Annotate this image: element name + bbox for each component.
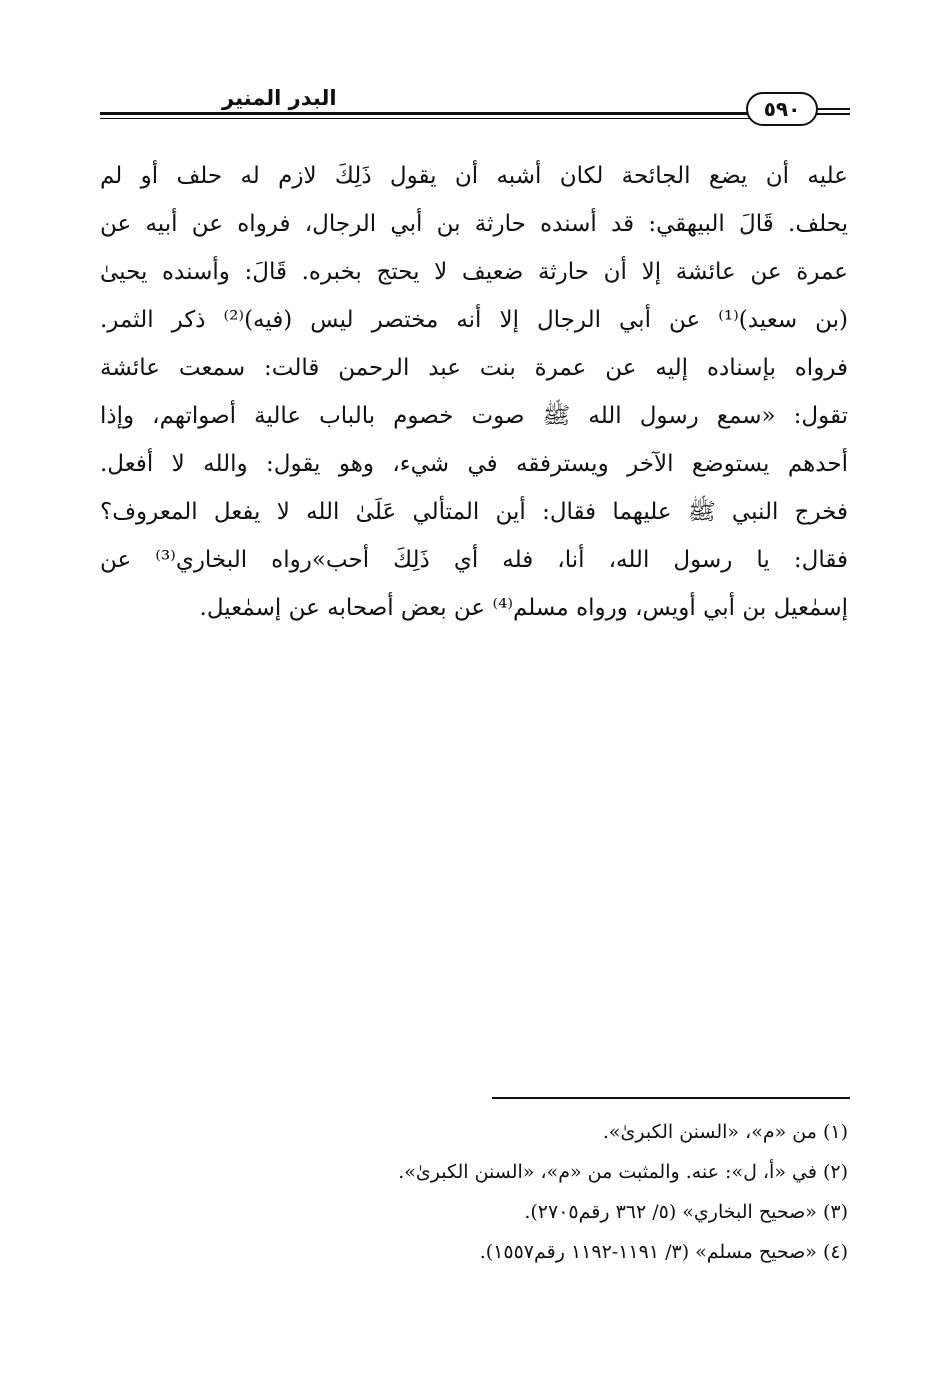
footnote-4: (٤) «صحيح مسلم» (٣/ ١١٩١-١١٩٢ رقم١٥٥٧).	[479, 1241, 848, 1263]
footnote-separator	[492, 1097, 850, 1099]
header-rule-thin	[100, 118, 750, 119]
text-line: (بن سعيد)⁽¹⁾ عن أبي الرجال إلا أنه مختصر ليس (فيه)⁽²⁾ ذكر الثمر.	[100, 307, 848, 333]
footnote-1: (١) من «م»، «السنن الكبرىٰ».	[602, 1121, 848, 1143]
main-text	[100, 152, 848, 632]
text-line: يحلف. قَالَ البيهقي: قد أسنده حارثة بن أبي الرجال، فرواه عن أبيه عن	[100, 211, 848, 237]
text-line: إسمٰعيل بن أبي أويس، ورواه مسلم⁽⁴⁾ عن بعض أصحابه عن إسمٰعيل.	[199, 595, 848, 621]
text-line: تقول: «سمع رسول الله ﷺ صوت خصوم بالباب عالية أصواتهم، وإذا	[100, 403, 848, 429]
header-rule-thick	[100, 112, 750, 115]
text-line: فقال: يا رسول الله، أنا، فله أي ذَلِكَ أحب»رواه البخاري⁽³⁾ عن	[100, 547, 848, 573]
header-rule-right-bottom	[812, 113, 850, 115]
text-line: فخرج النبي ﷺ عليهما فقال: أين المتألي عَلَىٰ الله لا يفعل المعروف؟	[100, 499, 848, 525]
text-line: أحدهم يستوضع الآخر ويسترفقه في شيء، وهو يقول: والله لا أفعل.	[100, 451, 848, 477]
page-number: ٥٩٠	[746, 92, 818, 126]
text-line: عمرة عن عائشة إلا أن حارثة ضعيف لا يحتج بخبره. قَالَ: وأسنده يحيىٰ	[100, 259, 848, 285]
text-line: عليه أن يضع الجائحة لكان أشبه أن يقول ذَلِكَ لازم له حلف أو لم	[100, 163, 848, 189]
footnote-2: (٢) في «أ، ل»: عنه. والمثبت من «م»، «السنن الكبرىٰ».	[398, 1161, 848, 1183]
text-line: فرواه بإسناده إليه عن عمرة بنت عبد الرحمن قالت: سمعت عائشة	[100, 355, 848, 381]
running-header	[100, 82, 850, 128]
footnotes	[300, 1112, 848, 1272]
footnote-3: (٣) «صحيح البخاري» (٥/ ٣٦٢ رقم٢٧٠٥).	[524, 1201, 848, 1223]
book-title: البدر المنير	[222, 86, 337, 110]
